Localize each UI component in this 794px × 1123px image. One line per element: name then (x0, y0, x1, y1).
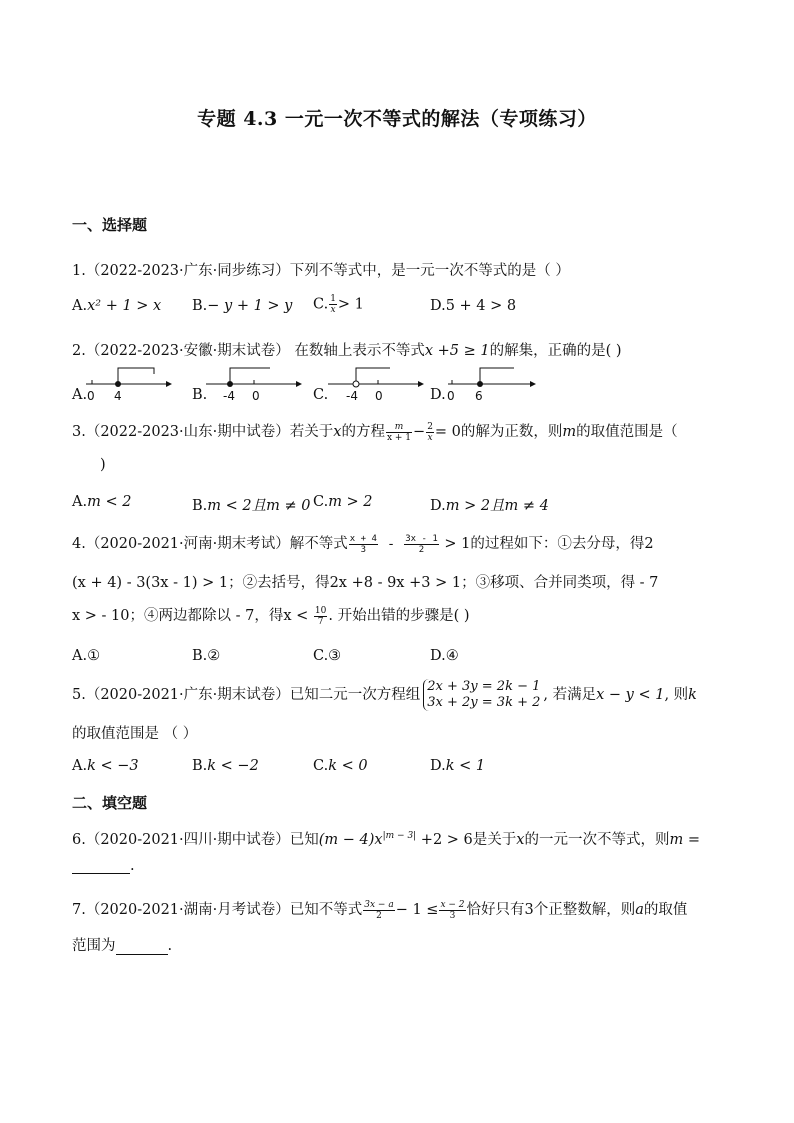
q5-option-b[interactable]: B.k < −2 (192, 758, 259, 774)
q5-stem-line2: 的取值范围是 （ ） (72, 726, 198, 742)
q2-option-d[interactable]: D. (430, 387, 446, 403)
q6-stem: 6.（2020-2021·四川·期中试卷）已知$(m - 4)x^{|m - 3|} +2 > 6$是关于x的一元一次不等式，则m = (72, 831, 700, 848)
q2-c-label-1: 0 (375, 389, 383, 403)
q1-option-d[interactable]: D.5 + 4 > 8 (430, 298, 517, 314)
q6-answer-line: . (72, 858, 135, 874)
q2-c-label-0: -4 (346, 389, 358, 403)
q4-option-b[interactable]: B.② (192, 648, 221, 664)
q2-a-label-0: 0 (87, 389, 95, 403)
q5-option-d[interactable]: D.k < 1 (430, 758, 486, 774)
q6-answer-blank[interactable] (72, 859, 130, 874)
section-choice-heading: 一、选择题 (72, 216, 148, 234)
section-fill-heading: 二、填空题 (72, 794, 148, 812)
q7-answer-blank[interactable] (116, 940, 168, 955)
q5-option-c[interactable]: C.k < 0 (313, 758, 368, 774)
q4-stem-line3: x > - 10；④两边都除以 - 7，得x < $\frac{10}{7}$ . 开始出错的步骤是( ) (72, 605, 470, 627)
q2-option-b-numberline[interactable] (204, 364, 304, 392)
page-title: 专题 4.3 一元一次不等式的解法（专项练习） (197, 108, 597, 130)
q2-a-label-1: 4 (114, 389, 122, 403)
q3-stem-end: ) (100, 457, 106, 473)
q2-option-c[interactable]: C. (313, 387, 329, 403)
q5-stem: 5.（2020-2021·广东·期末试卷）已知二元一次方程组 2x + 3y = 2k − 1 3x + 2y = 3k + 2 , 若满足x − y < 1, 则k (72, 679, 697, 710)
q1-stem: 1.（2022-2023·广东·同步练习）下列不等式中，是一元一次不等式的是（ ） (72, 263, 570, 279)
q3-option-a[interactable]: A.m < 2 (72, 494, 132, 510)
q2-option-b[interactable]: B. (192, 387, 208, 403)
q2-d-label-0: 0 (447, 389, 455, 403)
q2-option-a-numberline[interactable] (84, 364, 174, 392)
q5-option-a[interactable]: A.k < −3 (72, 758, 139, 774)
q1-option-c[interactable]: C. $\frac{1}{x}$ > 1 (313, 294, 364, 315)
q1-option-a[interactable]: A.x² + 1 > x (72, 298, 162, 314)
q2-b-label-0: -4 (223, 389, 235, 403)
q2-b-label-1: 0 (252, 389, 260, 403)
q2-option-c-numberline[interactable] (326, 364, 426, 392)
q1-option-b[interactable]: B.− y + 1 > y (192, 298, 293, 314)
q7-answer-line: 范围为 . (72, 938, 173, 954)
q3-stem: 3.（2022-2023·山东·期中试卷）若关于x的方程 $\frac{m}{x + 1}$ − $\frac{2}{x}$ = 0的解为正数，则m的取值范围是（ (72, 421, 678, 443)
q4-option-a[interactable]: A.① (72, 648, 101, 664)
q2-d-label-1: 6 (475, 389, 483, 403)
q3-option-b[interactable]: B.m < 2且m ≠ 0 (192, 498, 311, 514)
q7-stem: 7.（2020-2021·湖南·月考试卷）已知不等式 $\frac{3x - a}{2}$ − 1 ≤ $\frac{x - 2}{3}$ 恰好只有3个正整数解，则a的取值 (72, 899, 688, 921)
q4-stem-line1: 4.（2020-2021·河南·期末考试）解不等式 $\frac{x + 4}{3}$ - $\frac{3x - 1}{2}$ > 1的过程如下：①去分母，得2 (72, 533, 654, 555)
q2-option-d-numberline[interactable] (446, 364, 546, 392)
q3-option-d[interactable]: D.m > 2且m ≠ 4 (430, 498, 549, 514)
q4-option-c[interactable]: C.③ (313, 648, 342, 664)
q2-option-a[interactable]: A. (72, 387, 88, 403)
q2-stem: 2.（2022-2023·安徽·期末试卷） 在数轴上表示不等式x +5 ≥ 1的解集，正确的是( ) (72, 343, 622, 359)
q5-equation-system: 2x + 3y = 2k − 1 3x + 2y = 3k + 2 (423, 679, 540, 711)
q4-stem-line2: (x + 4) - 3(3x - 1) > 1；②去括号，得2x +8 - 9x +3 > 1；③移项、合并同类项，得 - 7 (72, 575, 659, 591)
q3-option-c[interactable]: C.m > 2 (313, 494, 373, 510)
q4-option-d[interactable]: D.④ (430, 648, 459, 664)
